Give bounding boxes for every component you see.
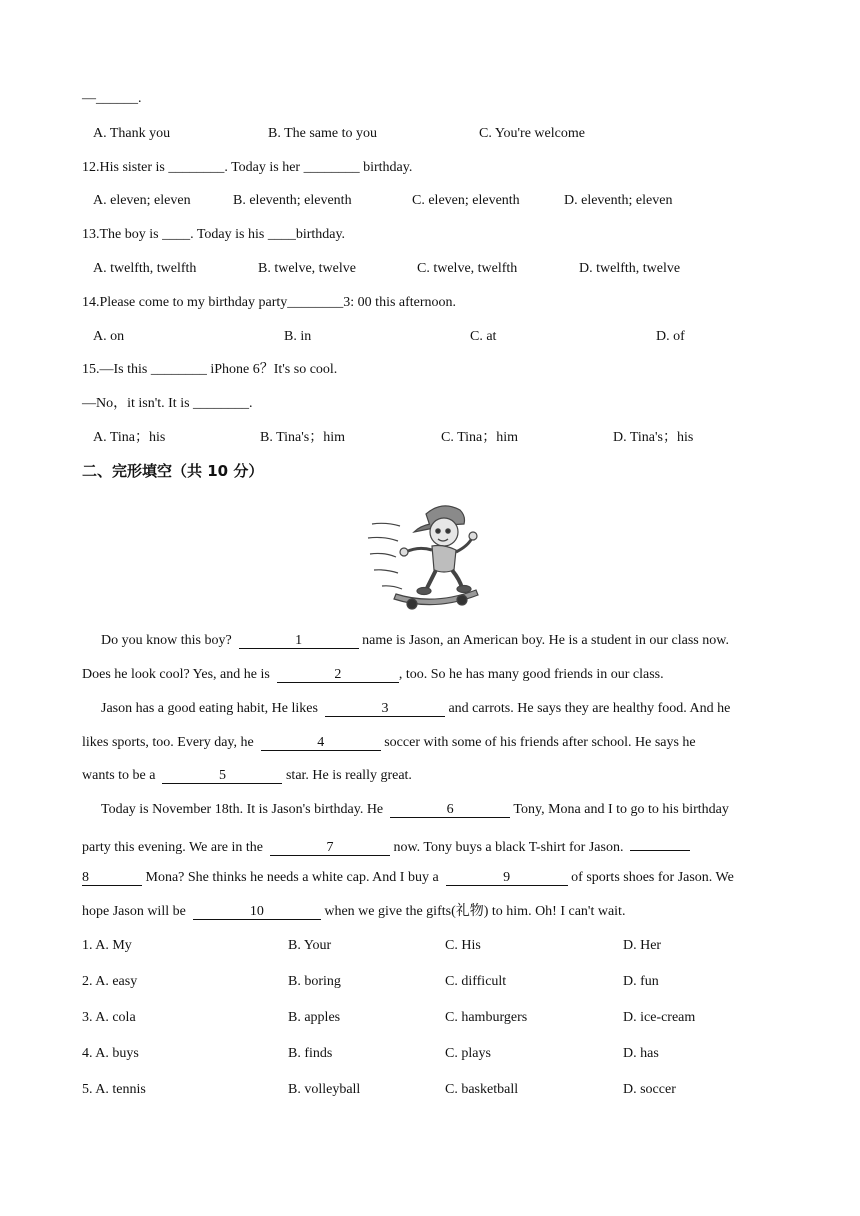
cloze-3-option-c[interactable]: C. hamburgers [445,1010,528,1025]
q12-question: 12.His sister is ________. Today is her ________ birthday. [82,160,413,175]
q12-option-b[interactable]: B. eleventh; eleventh [233,193,352,208]
blank-8[interactable]: 8 [82,870,142,886]
cloze-options-3 [0,1009,860,1027]
q14-option-c[interactable]: C. at [470,329,497,344]
skateboard-boy-icon [364,494,494,618]
cloze-1-option-d[interactable]: D. Her [623,938,662,953]
cloze-5-option-d[interactable]: D. soccer [623,1082,676,1097]
blank-1[interactable]: 1 [239,633,359,649]
cloze-5-option-b[interactable]: B. volleyball [288,1082,361,1097]
q14-option-b[interactable]: B. in [284,329,312,344]
q11-options [0,125,860,143]
cloze-2-option-c[interactable]: C. difficult [445,974,507,989]
blank-6[interactable]: 6 [390,802,510,818]
blank-5[interactable]: 5 [162,768,282,784]
q15-option-c[interactable]: C. Tina；him [441,430,519,445]
q13-question: 13.The boy is ____. Today is his ____birthday. [82,227,346,242]
section-2-title: 二、完形填空（共 10 分） [82,462,264,480]
q13-options [0,260,860,278]
q14-question: 14.Please come to my birthday party________3: 00 this afternoon. [82,295,457,310]
q15-option-a[interactable]: A. Tina；his [93,430,166,445]
passage-line-5: wants to be a 5 star. He is really great. [82,768,412,783]
q13-option-c[interactable]: C. twelve, twelfth [417,261,518,276]
cloze-4-option-b[interactable]: B. finds [288,1046,333,1061]
passage-line-6: Today is November 18th. It is Jason's birthday. He 6 Tony, Mona and I to go to his birthday [101,802,729,817]
q11-option-a[interactable]: A. Thank you [93,126,171,141]
passage-line-3: Jason has a good eating habit, He likes 3 and carrots. He says they are healthy food. And he [101,701,731,716]
passage-line-9: hope Jason will be 10 when we give the gifts(礼物) to him. Oh! I can't wait. [82,904,626,919]
cloze-1-option-c[interactable]: C. His [445,938,481,953]
cloze-5-option-a[interactable]: 5. A. tennis [82,1082,146,1097]
q12-option-d[interactable]: D. eleventh; eleven [564,193,673,208]
cloze-3-option-b[interactable]: B. apples [288,1010,341,1025]
cloze-2-option-a[interactable]: 2. A. easy [82,974,138,989]
passage-line-7: party this evening. We are in the 7 now. Tony buys a black T-shirt for Jason. [82,835,690,857]
blank-9[interactable]: 9 [446,870,568,886]
q15-option-d[interactable]: D. Tina's；his [613,430,694,445]
cloze-1-option-b[interactable]: B. Your [288,938,332,953]
passage-line-4: likes sports, too. Every day, he 4 soccer with some of his friends after school. He says he [82,735,696,750]
cloze-2-option-b[interactable]: B. boring [288,974,341,989]
blank-3[interactable]: 3 [325,701,445,717]
blank-8-start [630,835,690,851]
cloze-3-option-d[interactable]: D. ice-cream [623,1010,696,1025]
q15-options [0,429,860,447]
q12-options [0,192,860,210]
q13-option-b[interactable]: B. twelve, twelve [258,261,356,276]
q11-option-b[interactable]: B. The same to you [268,126,378,141]
q13-option-a[interactable]: A. twelfth, twelfth [93,261,197,276]
cloze-2-option-d[interactable]: D. fun [623,974,659,989]
blank-2[interactable]: 2 [277,667,399,683]
q15-question-line1: 15.—Is this ________ iPhone 6？It's so cool. [82,362,338,377]
cloze-3-option-a[interactable]: 3. A. cola [82,1010,136,1025]
cloze-5-option-c[interactable]: C. basketball [445,1082,519,1097]
passage-line-8: 8 Mona? She thinks he needs a white cap. And I buy a 9 of sports shoes for Jason. We [82,870,734,885]
blank-10[interactable]: 10 [193,904,321,920]
cloze-options-1 [0,937,860,955]
q12-option-c[interactable]: C. eleven; eleventh [412,193,520,208]
cloze-options-2 [0,973,860,991]
cloze-4-option-c[interactable]: C. plays [445,1046,491,1061]
passage-line-1: Do you know this boy? 1 name is Jason, an American boy. He is a student in our class now. [101,633,729,648]
blank-4[interactable]: 4 [261,735,381,751]
q13-option-d[interactable]: D. twelfth, twelve [579,261,681,276]
skateboard-boy-illustration [364,494,494,618]
q11-answer-line: —______. [82,91,142,106]
cloze-options-5 [0,1081,860,1099]
q14-option-a[interactable]: A. on [93,329,125,344]
cloze-4-option-a[interactable]: 4. A. buys [82,1046,139,1061]
q15-question-line2: —No，it isn't. It is ________. [82,396,253,411]
blank-7[interactable]: 7 [270,840,390,856]
q14-option-d[interactable]: D. of [656,329,685,344]
q11-option-c[interactable]: C. You're welcome [479,126,585,141]
cloze-1-option-a[interactable]: 1. A. My [82,938,132,953]
q12-option-a[interactable]: A. eleven; eleven [93,193,191,208]
q15-option-b[interactable]: B. Tina's；him [260,430,345,445]
cloze-options-4 [0,1045,860,1063]
cloze-4-option-d[interactable]: D. has [623,1046,659,1061]
passage-line-2: Does he look cool? Yes, and he is 2 , too. So he has many good friends in our class. [82,667,664,682]
q14-options [0,328,860,346]
